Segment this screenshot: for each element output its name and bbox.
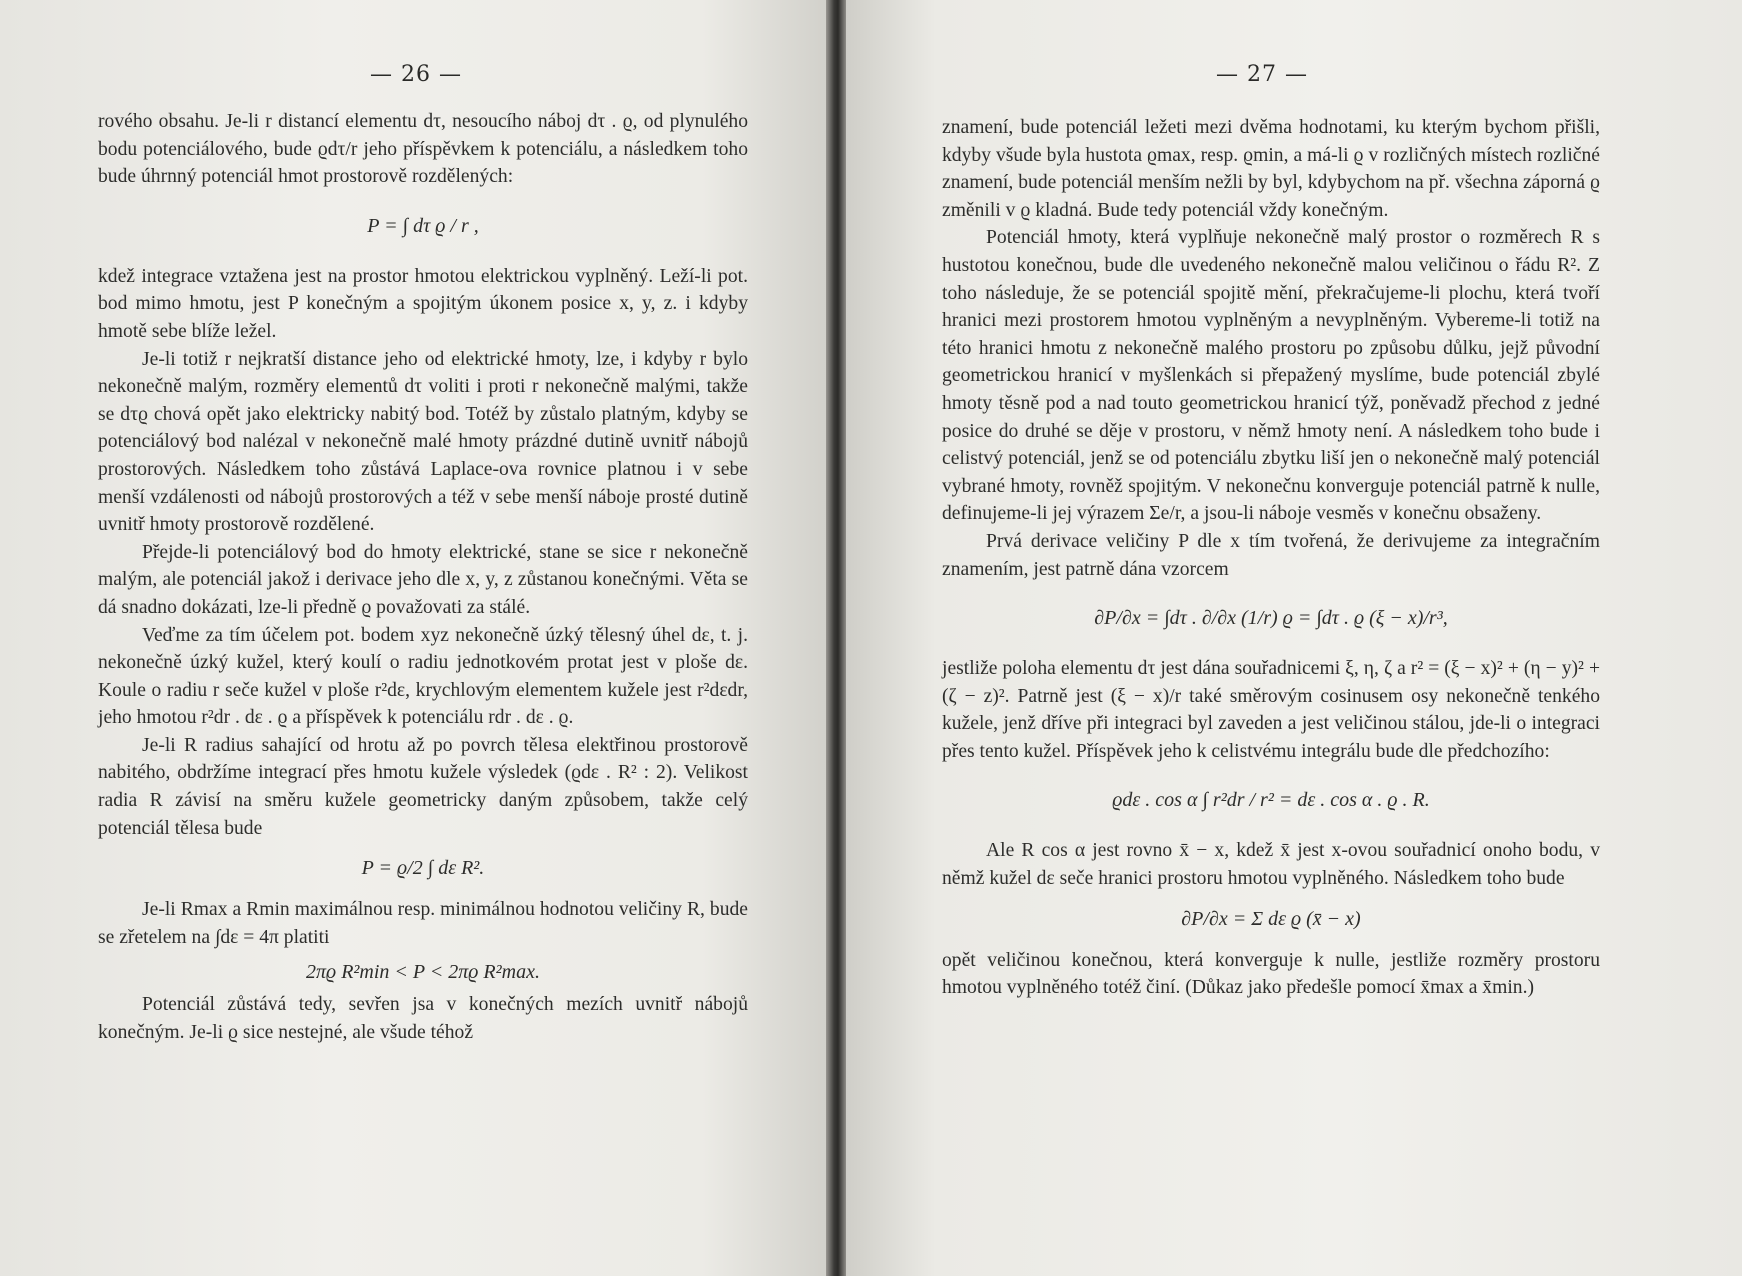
formula-total-potential: P = ϱ/2 ∫ dε R². (361, 857, 485, 880)
right-page-body (942, 114, 1600, 1002)
paragraph: Potenciál zůstává tedy, sevřen jsa v konečných mezích uvnitř nábojů konečným. Je-li ϱ sice nestejné, ale všude téhož (98, 994, 748, 1044)
paragraph: Přejde-li potenciálový bod do hmoty elektrické, stane se sice r nekonečně malým, ale potenciál jakož i derivace jeho dle x, y, z zůstanou konečnými. Věta se dá snadno dokázati, lze-li předně ϱ považovati za stálé. (98, 541, 748, 618)
right-page (846, 0, 1742, 1276)
formula-bounds: 2πϱ R²min < P < 2πϱ R²max. (306, 961, 540, 984)
paragraph: Prvá derivace veličiny P dle x tím tvořená, že derivujeme za integračním znamením, jest patrně dána vzorcem (942, 530, 1600, 580)
formula-first-derivative: ∂P/∂x = ∫dτ . ∂/∂x (1/r) ϱ = ∫dτ . ϱ (ξ − x)/r³, (1094, 607, 1448, 630)
left-page (0, 0, 826, 1276)
formula-potential-integral: P = ∫ dτ ϱ / r , (367, 214, 479, 237)
formula-cone-contribution: ϱdε . cos α ∫ r²dr / r² = dε . cos α . ϱ . R. (1112, 789, 1430, 812)
page-number-left: — 26 — (370, 62, 462, 87)
paragraph: znamení, bude potenciál ležeti mezi dvěma hodnotami, ku kterým bychom přišli, kdyby všude byla hustota ϱmax, resp. ϱmin, a má-li ϱ v rozličných místech rozličné znamení, bude potenciál menším nežli by byl, kdybychom na př. všechna záporná ϱ změnili v ϱ kladná. Bude tedy potenciál vždy konečným. (942, 117, 1600, 221)
book-gutter (826, 0, 846, 1276)
formula-derivative-sum: ∂P/∂x = Σ dε ϱ (x̄ − x) (1181, 907, 1361, 930)
paragraph: rového obsahu. Je-li r distancí elementu dτ, nesoucího náboj dτ . ϱ, od plynulého bodu potenciálového, bude ϱdτ/r jeho příspěvkem k potenciálu, a následkem toho bude úhrnný potenciál hmot prostorově rozdělených: (98, 111, 748, 188)
left-page-body (98, 108, 748, 1047)
paragraph: Potenciál hmoty, která vyplňuje nekonečně malý prostor o rozměrech R s hustotou konečnou, bude dle uvedeného nekonečně malou veličinou o řádu R². Z toho následuje, že se potenciál spojitě mění, překračujeme-li plochu, která tvoří hranici mezi prostorem hmotou vyplněným a nevyplněným. Vybereme-li totiž na této hranici hmotu z nekonečně malého prostoru po způsobu důlku, jejž původní geometrickou hranicí v myšlenkách si přepažený myslíme, bude potenciál zbylé hmoty těsně pod a nad touto geometrickou hranicí týž, poněvadž přechod z jedné posice do druhé se děje v prostoru, v němž hmoty není. A následkem toho bude i celistvý potenciál, jenž se od potenciálu zbytku liší jen o nekonečně malý potenciál vybrané hmoty, rovněž spojitým. V nekonečnu konverguje potenciál patrně k nulle, definujeme-li jej výrazem Σe/r, a jsou-li náboje vesměs v konečnu obsaženy. (942, 227, 1600, 525)
page-number-right: — 27 — (1216, 62, 1308, 87)
paragraph: Veďme za tím účelem pot. bodem xyz nekonečně úzký tělesný úhel dε, t. j. nekonečně úzký kužel, který koulí o radiu jednotkovém protat jest v ploše dε. Koule o radiu r seče kužel v ploše r²dε, krychlovým elementem kužele jest r²dεdr, jeho hmotou r²dr . dε . ϱ a příspěvek k potenciálu rdr . dε . ϱ. (98, 624, 748, 729)
paragraph: opět veličinou konečnou, která konverguje k nulle, jestliže rozměry prostoru hmotou vyplněného totéž činí. (Důkaz jako předešle pomocí x̄max a x̄min.) (942, 949, 1600, 999)
paragraph: Je-li R radius sahající od hrotu až po povrch tělesa elektřinou prostorově nabitého, obdržíme integrací přes hmotu kužele výsledek (ϱdε . R² : 2). Velikost radia R závisí na směru kužele geometricky daným způsobem, takže celý potenciál tělesa bude (98, 734, 748, 839)
paragraph: Ale R cos α jest rovno x̄ − x, kdež x̄ jest x-ovou souřadnicí onoho bodu, v němž kužel dε seče hranici prostoru hmotou vyplněného. Následkem toho bude (942, 840, 1600, 890)
paragraph: Je-li Rmax a Rmin maximálnou resp. minimálnou hodnotou veličiny R, bude se zřetelem na ∫dε = 4π platiti (98, 899, 748, 948)
paragraph: jestliže poloha elementu dτ jest dána souřadnicemi ξ, η, ζ a r² = (ξ − x)² + (η − y)² + (ζ − z)². Patrně jest (ξ − x)/r také směrovým cosinusem osy nekonečně tenkého kužele, jenž dříve při integraci byl zaveden a jest veličinou stálou, jde-li o integraci přes tento kužel. Příspěvek jeho k celistvému integrálu bude dle předchozího: (942, 658, 1600, 762)
paragraph: kdež integrace vztažena jest na prostor hmotou elektrickou vyplněný. Leží-li pot. bod mimo hmotu, jest P konečným a spojitým úkonem posice x, y, z. i kdyby hmotě sebe blíže ležel. (98, 265, 748, 342)
paragraph: Je-li totiž r nejkratší distance jeho od elektrické hmoty, lze, i kdyby r bylo nekonečně malým, rozměry elementů dτ voliti i proti r nekonečně malými, takže se dτϱ chová opět jako elektricky nabitý bod. Totéž by zůstalo platným, kdyby se potenciálový bod nalézal v nekonečně malé hmoty prázdné dutině uvnitř nábojů prostorových. Následkem toho zůstává Laplace-ova rovnice platnou i v sebe menší vzdálenosti od nábojů prostorových a též v sebe menší náboje prosté dutině uvnitř hmoty prostorově rozdělené. (98, 348, 748, 536)
